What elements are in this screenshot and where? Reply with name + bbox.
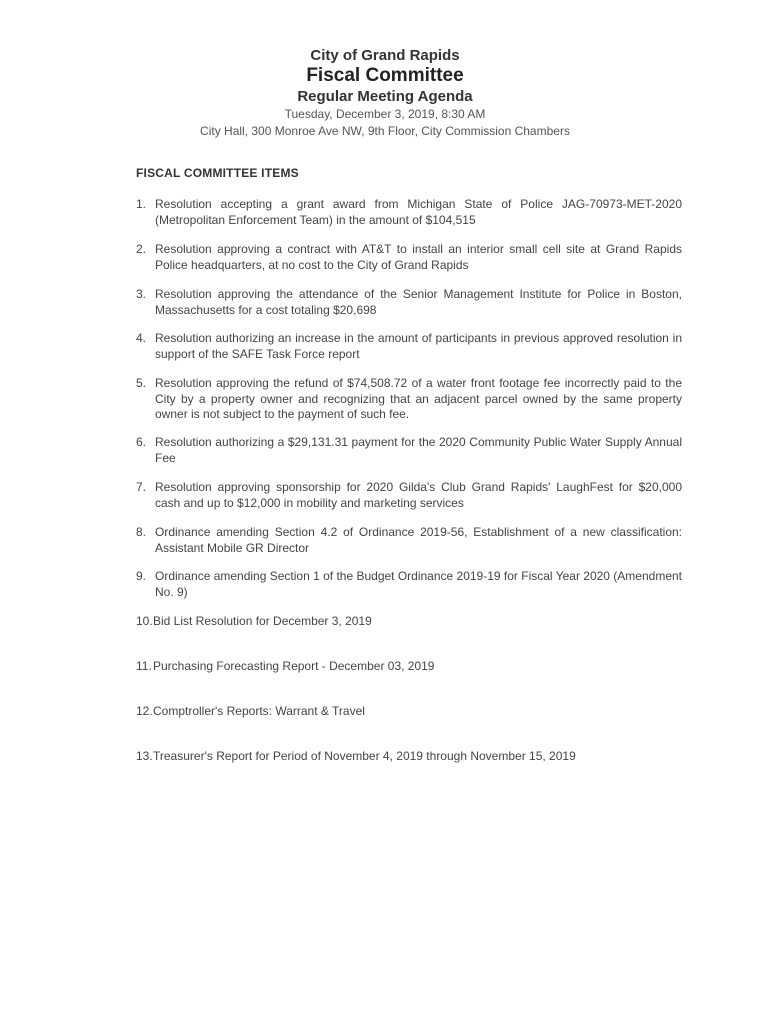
city-name: City of Grand Rapids — [310, 47, 460, 64]
meeting-date: Tuesday, December 3, 2019, 8:30 AM — [284, 107, 486, 121]
agenda-item-6 — [136, 435, 682, 466]
item-number: 4. — [136, 331, 147, 345]
item-text: Ordinance amending Section 4.2 of Ordinance 2019-56, Establishment of a new classification: Assistant Mobile GR Director — [155, 525, 682, 555]
agenda-item-5 — [136, 376, 682, 423]
agenda-item-2 — [136, 242, 682, 273]
item-text: Resolution approving the attendance of the Senior Management Institute for Police in Boston, Massachusetts for a cost totaling $20,698 — [155, 287, 682, 317]
item-number: 1. — [136, 197, 147, 211]
item-number: 13. — [136, 749, 153, 763]
agenda-item-12 — [136, 704, 682, 720]
item-text: Bid List Resolution for December 3, 2019 — [153, 614, 372, 628]
agenda-item-3 — [136, 287, 682, 318]
agenda-header — [0, 46, 770, 140]
item-text: Purchasing Forecasting Report - December 03, 2019 — [153, 659, 435, 673]
item-number: 2. — [136, 242, 147, 256]
item-text: Resolution authorizing an increase in the amount of participants in previous approved resolution in support of the SAFE Task Force report — [155, 331, 682, 361]
item-number: 6. — [136, 435, 147, 449]
item-text: Treasurer's Report for Period of November 4, 2019 through November 15, 2019 — [153, 749, 576, 763]
item-number: 9. — [136, 569, 147, 583]
item-text: Resolution approving the refund of $74,508.72 of a water front footage fee incorrectly paid to the City by a property owner and recognizing that an adjacent parcel owned by the same property owner is not subject to the payment of such fee. — [155, 376, 682, 421]
committee-title: Fiscal Committee — [306, 65, 464, 86]
agenda-item-11 — [136, 659, 682, 675]
section-heading: FISCAL COMMITTEE ITEMS — [136, 166, 299, 180]
item-number: 3. — [136, 287, 147, 301]
agenda-item-7 — [136, 480, 682, 511]
item-text: Resolution approving a contract with AT&T to install an interior small cell site at Grand Rapids Police headquarters, at no cost to the City of Grand Rapids — [155, 242, 682, 272]
agenda-item-8 — [136, 525, 682, 556]
item-number: 8. — [136, 525, 147, 539]
item-text: Ordinance amending Section 1 of the Budget Ordinance 2019-19 for Fiscal Year 2020 (Amendment No. 9) — [155, 569, 682, 599]
item-number: 12. — [136, 704, 153, 718]
item-text: Resolution accepting a grant award from Michigan State of Police JAG-70973-MET-2020 (Metropolitan Enforcement Team) in the amount of $104,515 — [155, 197, 682, 227]
meeting-type: Regular Meeting Agenda — [297, 88, 473, 105]
item-number: 11. — [136, 659, 152, 673]
agenda-item-9 — [136, 569, 682, 600]
item-text: Resolution authorizing a $29,131.31 payment for the 2020 Community Public Water Supply Annual Fee — [155, 435, 682, 465]
agenda-item-4 — [136, 331, 682, 362]
agenda-item-1 — [136, 197, 682, 228]
item-number: 10. — [136, 614, 153, 628]
agenda-item-10 — [136, 614, 682, 630]
item-text: Comptroller's Reports: Warrant & Travel — [153, 704, 365, 718]
meeting-location: City Hall, 300 Monroe Ave NW, 9th Floor, City Commission Chambers — [200, 124, 570, 138]
agenda-item-13 — [136, 749, 682, 765]
item-number: 5. — [136, 376, 147, 390]
item-text: Resolution approving sponsorship for 2020 Gilda's Club Grand Rapids' LaughFest for $20,000 cash and up to $12,000 in mobility and marketing services — [155, 480, 682, 510]
item-number: 7. — [136, 480, 147, 494]
